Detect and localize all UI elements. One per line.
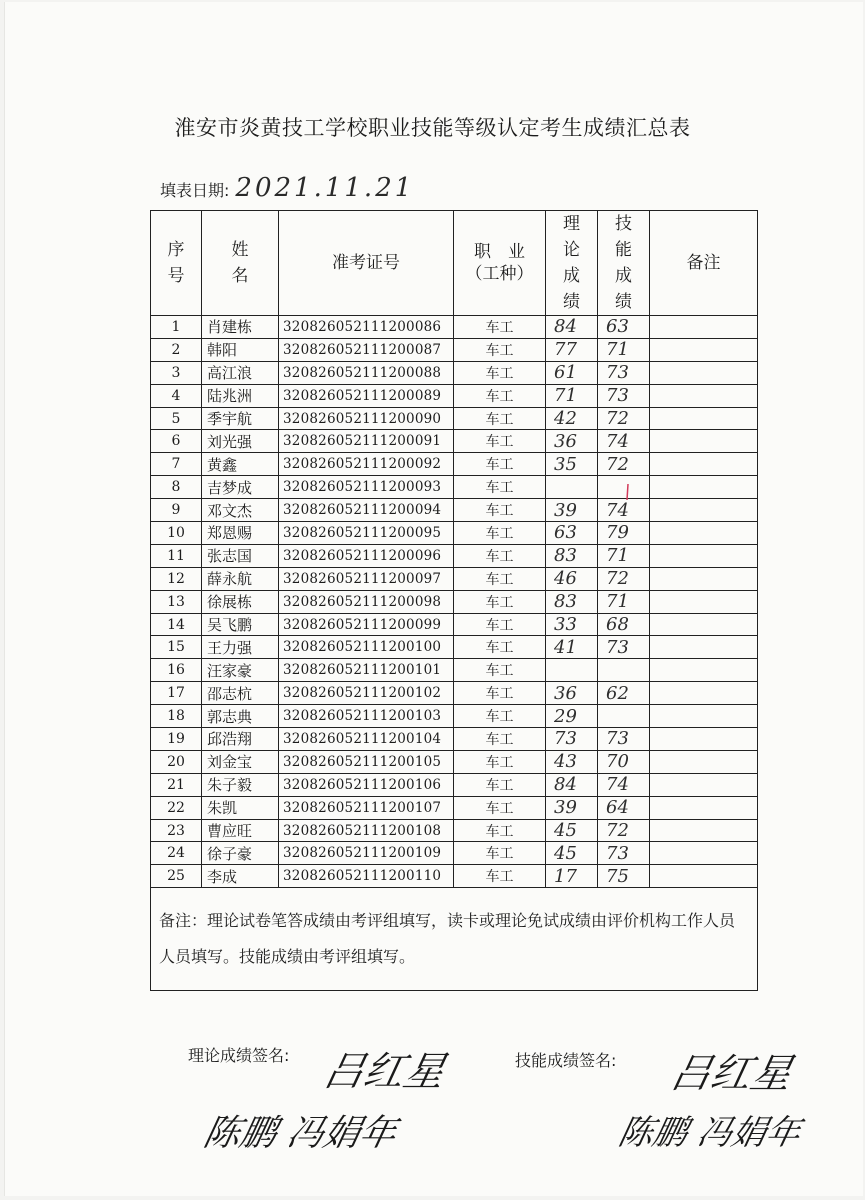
- exam-no-cell: 320826052111200097: [279, 567, 454, 590]
- theory-signature-label: 理论成绩签名:: [188, 1046, 290, 1065]
- exam-no-cell: 320826052111200109: [279, 842, 454, 865]
- seq-cell: 23: [151, 819, 202, 842]
- remark-cell: [650, 338, 758, 361]
- skill-score-cell: 73: [598, 728, 650, 751]
- theory-score-cell: 29: [546, 705, 598, 728]
- exam-no-cell: 320826052111200103: [279, 705, 454, 728]
- skill-score-cell: 73: [598, 384, 650, 407]
- job-cell: 车工: [454, 384, 546, 407]
- remark-cell: [650, 796, 758, 819]
- seq-cell: 21: [151, 773, 202, 796]
- header-seq: 序 号: [151, 211, 202, 316]
- skill-score-cell: 74: [598, 499, 650, 522]
- skill-score-cell: 73: [598, 636, 650, 659]
- remark-cell: [650, 361, 758, 384]
- seq-cell: 11: [151, 544, 202, 567]
- seq-cell: 14: [151, 613, 202, 636]
- name-cell: 黄鑫: [202, 453, 279, 476]
- skill-score-cell: 72: [598, 819, 650, 842]
- seq-cell: 15: [151, 636, 202, 659]
- theory-score-cell: 83: [546, 544, 598, 567]
- job-cell: 车工: [454, 453, 546, 476]
- name-cell: 韩阳: [202, 338, 279, 361]
- seq-cell: 13: [151, 590, 202, 613]
- name-cell: 郑恩赐: [202, 522, 279, 545]
- exam-no-cell: 320826052111200099: [279, 613, 454, 636]
- theory-score-cell: 45: [546, 842, 598, 865]
- table-row: [151, 430, 758, 453]
- theory-score-cell: 61: [546, 361, 598, 384]
- name-cell: 季宇航: [202, 407, 279, 430]
- skill-score-cell: 79: [598, 522, 650, 545]
- theory-score-cell: 77: [546, 338, 598, 361]
- table-row: [151, 544, 758, 567]
- table-header-row: [151, 211, 758, 316]
- theory-score-cell: 39: [546, 499, 598, 522]
- job-cell: 车工: [454, 636, 546, 659]
- seq-cell: 25: [151, 865, 202, 888]
- theory-score-cell: 36: [546, 430, 598, 453]
- header-exam-no: 准考证号: [279, 211, 454, 316]
- skill-score-cell: 73: [598, 361, 650, 384]
- exam-no-cell: 320826052111200094: [279, 499, 454, 522]
- seq-cell: 24: [151, 842, 202, 865]
- exam-no-cell: 320826052111200102: [279, 682, 454, 705]
- seq-cell: 10: [151, 522, 202, 545]
- skill-score-cell: 62: [598, 682, 650, 705]
- document-title: 淮安市炎黄技工学校职业技能等级认定考生成绩汇总表: [174, 116, 691, 140]
- remark-cell: [650, 750, 758, 773]
- exam-no-cell: 320826052111200089: [279, 384, 454, 407]
- note-text: 备注：理论试卷笔答成绩由考评组填写，读卡或理论免试成绩由评价机构工作人员人员填写。技能成绩由考评组填写。: [151, 888, 758, 991]
- job-cell: 车工: [454, 430, 546, 453]
- header-name: 姓 名: [202, 211, 279, 316]
- exam-no-cell: 320826052111200096: [279, 544, 454, 567]
- theory-score-cell: 45: [546, 819, 598, 842]
- seq-cell: 6: [151, 430, 202, 453]
- table-row: [151, 865, 758, 888]
- job-cell: 车工: [454, 499, 546, 522]
- name-cell: 张志国: [202, 544, 279, 567]
- seq-cell: 7: [151, 453, 202, 476]
- skill-score-cell: 74: [598, 430, 650, 453]
- name-cell: 郭志典: [202, 705, 279, 728]
- remark-cell: [650, 476, 758, 499]
- name-cell: 肖建栋: [202, 316, 279, 339]
- exam-no-cell: 320826052111200087: [279, 338, 454, 361]
- theory-score-cell: 71: [546, 384, 598, 407]
- seq-cell: 5: [151, 407, 202, 430]
- table-row: [151, 522, 758, 545]
- theory-score-cell: 43: [546, 750, 598, 773]
- name-cell: 高江浪: [202, 361, 279, 384]
- table-row: [151, 659, 758, 682]
- skill-score-cell: 75: [598, 865, 650, 888]
- theory-score-cell: 84: [546, 773, 598, 796]
- fill-date: [160, 173, 414, 203]
- job-cell: 车工: [454, 728, 546, 751]
- exam-no-cell: 320826052111200091: [279, 430, 454, 453]
- theory-score-cell: 63: [546, 522, 598, 545]
- remark-cell: [650, 773, 758, 796]
- seq-cell: 12: [151, 567, 202, 590]
- name-cell: 汪家豪: [202, 659, 279, 682]
- table-row: [151, 316, 758, 339]
- skill-score-cell: 71: [598, 338, 650, 361]
- name-cell: 邱浩翔: [202, 728, 279, 751]
- remark-cell: [650, 430, 758, 453]
- job-cell: 车工: [454, 842, 546, 865]
- table-row: [151, 499, 758, 522]
- name-cell: 徐展栋: [202, 590, 279, 613]
- table-row: [151, 384, 758, 407]
- table-row: [151, 476, 758, 499]
- job-cell: 车工: [454, 544, 546, 567]
- table-row: [151, 453, 758, 476]
- exam-no-cell: 320826052111200107: [279, 796, 454, 819]
- exam-no-cell: 320826052111200100: [279, 636, 454, 659]
- table-row: [151, 682, 758, 705]
- seq-cell: 2: [151, 338, 202, 361]
- job-cell: 车工: [454, 865, 546, 888]
- exam-no-cell: 320826052111200088: [279, 361, 454, 384]
- remark-cell: [650, 316, 758, 339]
- table-row: [151, 567, 758, 590]
- remark-cell: [650, 842, 758, 865]
- remark-cell: [650, 728, 758, 751]
- note-row: [151, 888, 758, 991]
- table-row: [151, 796, 758, 819]
- job-cell: 车工: [454, 316, 546, 339]
- remark-cell: [650, 590, 758, 613]
- job-cell: 车工: [454, 705, 546, 728]
- table-row: [151, 819, 758, 842]
- theory-score-cell: 36: [546, 682, 598, 705]
- table-row: [151, 773, 758, 796]
- table-row: [151, 750, 758, 773]
- job-cell: 车工: [454, 659, 546, 682]
- job-cell: 车工: [454, 407, 546, 430]
- job-cell: 车工: [454, 567, 546, 590]
- name-cell: 邓文杰: [202, 499, 279, 522]
- job-cell: 车工: [454, 522, 546, 545]
- remark-cell: [650, 499, 758, 522]
- name-cell: 曹应旺: [202, 819, 279, 842]
- theory-score-cell: 83: [546, 590, 598, 613]
- seq-cell: 22: [151, 796, 202, 819]
- header-remark: 备注: [650, 211, 758, 316]
- header-job: 职 业 （工种）: [454, 211, 546, 316]
- header-skill: 技 能 成 绩: [598, 211, 650, 316]
- job-cell: 车工: [454, 819, 546, 842]
- table-row: [151, 842, 758, 865]
- exam-no-cell: 320826052111200092: [279, 453, 454, 476]
- exam-no-cell: 320826052111200105: [279, 750, 454, 773]
- table-row: [151, 361, 758, 384]
- theory-score-cell: [546, 476, 598, 499]
- exam-no-cell: 320826052111200095: [279, 522, 454, 545]
- name-cell: 吉梦成: [202, 476, 279, 499]
- exam-no-cell: 320826052111200106: [279, 773, 454, 796]
- score-table: [150, 210, 758, 991]
- theory-score-cell: 42: [546, 407, 598, 430]
- remark-cell: [650, 705, 758, 728]
- job-cell: 车工: [454, 613, 546, 636]
- skill-signature-2: 陈鹏 冯娟年: [615, 1113, 805, 1153]
- skill-score-cell: 70: [598, 750, 650, 773]
- remark-cell: [650, 384, 758, 407]
- theory-signature-2: 陈鹏 冯娟年: [200, 1113, 401, 1154]
- theory-score-cell: 46: [546, 567, 598, 590]
- exam-no-cell: 320826052111200108: [279, 819, 454, 842]
- name-cell: 李成: [202, 865, 279, 888]
- seq-cell: 17: [151, 682, 202, 705]
- name-cell: 朱凯: [202, 796, 279, 819]
- skill-score-cell: 71: [598, 544, 650, 567]
- seq-cell: 18: [151, 705, 202, 728]
- job-cell: 车工: [454, 361, 546, 384]
- remark-cell: [650, 865, 758, 888]
- skill-signature-1: 吕红星: [666, 1051, 797, 1097]
- remark-cell: [650, 613, 758, 636]
- name-cell: 吴飞鹏: [202, 613, 279, 636]
- exam-no-cell: 320826052111200104: [279, 728, 454, 751]
- job-cell: 车工: [454, 476, 546, 499]
- name-cell: 徐子豪: [202, 842, 279, 865]
- table-row: [151, 407, 758, 430]
- job-cell: 车工: [454, 590, 546, 613]
- remark-cell: [650, 636, 758, 659]
- skill-signature-label: 技能成绩签名:: [515, 1051, 617, 1070]
- theory-score-cell: 17: [546, 865, 598, 888]
- skill-score-cell: 71: [598, 590, 650, 613]
- theory-score-cell: 84: [546, 316, 598, 339]
- skill-score-cell: 72: [598, 567, 650, 590]
- exam-no-cell: 320826052111200098: [279, 590, 454, 613]
- skill-score-cell: 64: [598, 796, 650, 819]
- job-cell: 车工: [454, 796, 546, 819]
- seq-cell: 1: [151, 316, 202, 339]
- theory-score-cell: 73: [546, 728, 598, 751]
- remark-cell: [650, 522, 758, 545]
- name-cell: 刘光强: [202, 430, 279, 453]
- theory-score-cell: [546, 659, 598, 682]
- seq-cell: 3: [151, 361, 202, 384]
- job-cell: 车工: [454, 750, 546, 773]
- seq-cell: 20: [151, 750, 202, 773]
- remark-cell: [650, 544, 758, 567]
- exam-no-cell: 320826052111200093: [279, 476, 454, 499]
- remark-cell: [650, 567, 758, 590]
- table-row: [151, 613, 758, 636]
- name-cell: 刘金宝: [202, 750, 279, 773]
- table-row: [151, 728, 758, 751]
- table-row: [151, 590, 758, 613]
- fill-date-label: 填表日期:: [160, 181, 230, 200]
- seq-cell: 9: [151, 499, 202, 522]
- job-cell: 车工: [454, 338, 546, 361]
- table-row: [151, 636, 758, 659]
- theory-score-cell: 39: [546, 796, 598, 819]
- seq-cell: 8: [151, 476, 202, 499]
- remark-cell: [650, 407, 758, 430]
- theory-signature-1: 吕红星: [319, 1049, 450, 1095]
- header-theory: 理 论 成 绩: [546, 211, 598, 316]
- exam-no-cell: 320826052111200090: [279, 407, 454, 430]
- table-row: [151, 338, 758, 361]
- table-row: [151, 705, 758, 728]
- fill-date-value: 2021.11.21: [235, 173, 415, 203]
- name-cell: 王力强: [202, 636, 279, 659]
- exam-no-cell: 320826052111200086: [279, 316, 454, 339]
- theory-score-cell: 35: [546, 453, 598, 476]
- name-cell: 薛永航: [202, 567, 279, 590]
- exam-no-cell: 320826052111200110: [279, 865, 454, 888]
- skill-score-cell: 63: [598, 316, 650, 339]
- skill-score-cell: 72: [598, 453, 650, 476]
- seq-cell: 4: [151, 384, 202, 407]
- name-cell: 邵志杭: [202, 682, 279, 705]
- skill-score-cell: 68: [598, 613, 650, 636]
- seq-cell: 19: [151, 728, 202, 751]
- seq-cell: 16: [151, 659, 202, 682]
- exam-no-cell: 320826052111200101: [279, 659, 454, 682]
- skill-score-cell: [598, 705, 650, 728]
- remark-cell: [650, 659, 758, 682]
- remark-cell: [650, 819, 758, 842]
- job-cell: 车工: [454, 682, 546, 705]
- skill-score-cell: 73: [598, 842, 650, 865]
- red-tick-mark: [622, 482, 634, 502]
- skill-score-cell: 72: [598, 407, 650, 430]
- skill-score-cell: [598, 659, 650, 682]
- name-cell: 朱子毅: [202, 773, 279, 796]
- theory-score-cell: 41: [546, 636, 598, 659]
- theory-score-cell: 33: [546, 613, 598, 636]
- skill-score-cell: 74: [598, 773, 650, 796]
- name-cell: 陆兆洲: [202, 384, 279, 407]
- remark-cell: [650, 453, 758, 476]
- remark-cell: [650, 682, 758, 705]
- job-cell: 车工: [454, 773, 546, 796]
